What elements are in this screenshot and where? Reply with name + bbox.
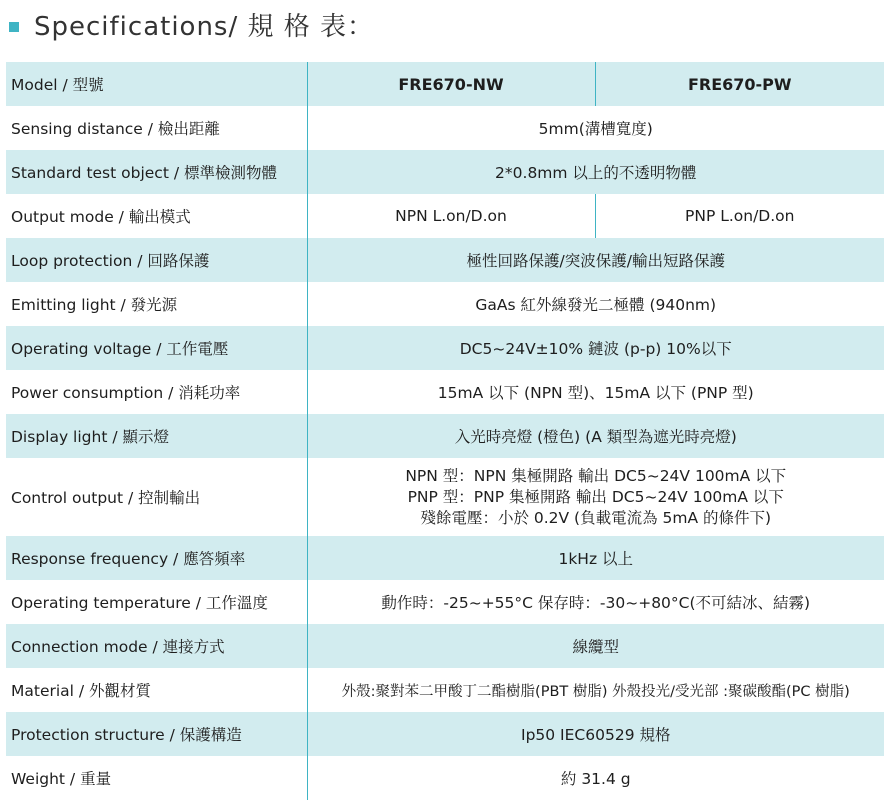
row-value: GaAs 紅外線發光二極體 (940nm) bbox=[307, 282, 884, 326]
control-output-line: NPN 型：NPN 集極開路 輸出 DC5~24V 100mA 以下 bbox=[405, 466, 787, 485]
table-row-operating-temperature bbox=[6, 580, 884, 624]
table-row-emitting-light bbox=[6, 282, 884, 326]
spec-table bbox=[6, 62, 884, 800]
row-label: Protection structure / 保護構造 bbox=[6, 712, 307, 756]
row-label: Operating voltage / 工作電壓 bbox=[6, 326, 307, 370]
table-row-output-mode bbox=[6, 194, 884, 238]
row-value: 約 31.4 g bbox=[307, 756, 884, 800]
control-output-line: 殘餘電壓：小於 0.2V (負載電流為 5mA 的條件下) bbox=[420, 508, 772, 527]
row-value: 極性回路保護/突波保護/輸出短路保護 bbox=[307, 238, 884, 282]
row-value-nw: NPN L.on/D.on bbox=[307, 194, 595, 238]
row-value: DC5~24V±10% 鏈波 (p-p) 10%以下 bbox=[307, 326, 884, 370]
table-row-power-consumption bbox=[6, 370, 884, 414]
row-value: 外殼:聚對苯二甲酸丁二酯樹脂(PBT 樹脂) 外殼投光/受光部 :聚碳酸酯(PC 樹脂) bbox=[307, 668, 884, 712]
row-label: Response frequency / 應答頻率 bbox=[6, 536, 307, 580]
row-label: Standard test object / 標準檢測物體 bbox=[6, 150, 307, 194]
row-value: 5mm(溝槽寬度) bbox=[307, 106, 884, 150]
row-label: Weight / 重量 bbox=[11, 770, 112, 788]
table-row-standard-object bbox=[6, 150, 884, 194]
table-row-material bbox=[6, 668, 884, 712]
row-label: Emitting light / 發光源 bbox=[11, 296, 178, 314]
table-row-operating-voltage bbox=[6, 326, 884, 370]
table-row-weight bbox=[6, 756, 884, 800]
row-value-pw: PNP L.on/D.on bbox=[595, 194, 884, 238]
table-row-model bbox=[6, 62, 884, 106]
row-label: Connection mode / 連接方式 bbox=[6, 624, 307, 668]
row-label: Output mode / 輸出模式 bbox=[11, 208, 191, 226]
control-output-line: PNP 型：PNP 集極開路 輸出 DC5~24V 100mA 以下 bbox=[407, 487, 784, 506]
row-value: 2*0.8mm 以上的不透明物體 bbox=[307, 150, 884, 194]
row-label: Sensing distance / 檢出距離 bbox=[11, 120, 220, 138]
row-label: Material / 外觀材質 bbox=[11, 682, 152, 700]
row-label: Loop protection / 回路保護 bbox=[6, 238, 307, 282]
row-value: Ip50 IEC60529 規格 bbox=[307, 712, 884, 756]
row-value: 入光時亮燈 (橙色) (A 類型為遮光時亮燈) bbox=[307, 414, 884, 458]
table-row-response-frequency bbox=[6, 536, 884, 580]
square-bullet-icon bbox=[9, 22, 19, 32]
row-label: Power consumption / 消耗功率 bbox=[11, 384, 241, 402]
table-row-protection-structure bbox=[6, 712, 884, 756]
row-value bbox=[307, 458, 884, 536]
table-row-display-light bbox=[6, 414, 884, 458]
row-value: 15mA 以下 (NPN 型)、15mA 以下 (PNP 型) bbox=[307, 370, 884, 414]
row-value: 動作時：-25~+55°C 保存時：-30~+80°C(不可結冰、結霧) bbox=[307, 580, 884, 624]
table-row-loop-protection bbox=[6, 238, 884, 282]
row-label: Model / 型號 bbox=[6, 62, 307, 106]
model-pw-header: FRE670-PW bbox=[595, 62, 884, 106]
page-header bbox=[0, 0, 891, 62]
row-value: 線纜型 bbox=[307, 624, 884, 668]
table-row-control-output bbox=[6, 458, 884, 536]
row-label: Display light / 顯示燈 bbox=[6, 414, 307, 458]
page-title: Specifications/ 規 格 表： bbox=[34, 12, 375, 42]
row-value: 1kHz 以上 bbox=[307, 536, 884, 580]
model-nw-header: FRE670-NW bbox=[307, 62, 595, 106]
row-label: Control output / 控制輸出 bbox=[11, 489, 201, 507]
table-row-sensing-distance bbox=[6, 106, 884, 150]
table-row-connection-mode bbox=[6, 624, 884, 668]
row-label: Operating temperature / 工作溫度 bbox=[11, 594, 268, 612]
